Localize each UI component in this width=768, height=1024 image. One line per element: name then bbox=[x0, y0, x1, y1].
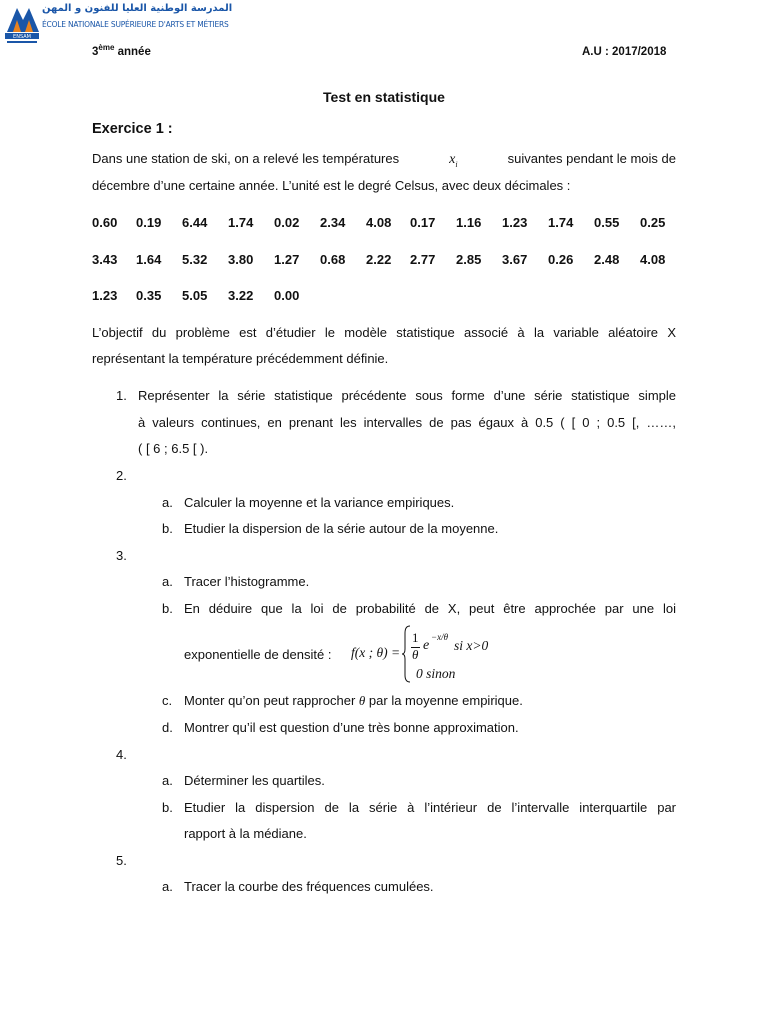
question-1-line-1: Représenter la série statistique précédente sous forme d’une série statistique simple bbox=[138, 388, 676, 403]
data-value: 0.02 bbox=[274, 215, 300, 230]
question-3a: Tracer l’histogramme. bbox=[184, 574, 310, 589]
data-value: 0.19 bbox=[136, 215, 162, 230]
data-value: 6.44 bbox=[182, 215, 208, 230]
question-2a: Calculer la moyenne et la variance empiriques. bbox=[184, 495, 455, 510]
data-value: 2.48 bbox=[594, 252, 620, 267]
question-2b-label: b. bbox=[162, 521, 173, 536]
question-3a-label: a. bbox=[162, 574, 173, 589]
exercise-title: Exercice 1 : bbox=[92, 121, 173, 137]
data-row-1 bbox=[92, 215, 682, 231]
data-value: 1.64 bbox=[136, 252, 162, 267]
academic-year: A.U : 2017/2018 bbox=[582, 46, 667, 58]
question-3b-label: b. bbox=[162, 601, 173, 616]
data-value: 1.74 bbox=[228, 215, 254, 230]
data-value: 0.00 bbox=[274, 288, 300, 303]
data-value: 0.25 bbox=[640, 215, 666, 230]
question-3-number: 3. bbox=[116, 548, 127, 563]
fraction-denominator: θ bbox=[412, 647, 419, 662]
exponent: −x/θ bbox=[431, 632, 448, 642]
data-row-2 bbox=[92, 252, 682, 268]
data-value: 1.74 bbox=[548, 215, 574, 230]
question-4a: Déterminer les quartiles. bbox=[184, 773, 325, 788]
question-2a-label: a. bbox=[162, 495, 173, 510]
data-value: 3.67 bbox=[502, 252, 528, 267]
exp-base: e bbox=[423, 638, 430, 653]
question-3d-label: d. bbox=[162, 720, 173, 735]
intro-line-2: décembre d’une certaine année. L’unité est le degré Celsus, avec deux décimales : bbox=[92, 178, 571, 193]
question-5a: Tracer la courbe des fréquences cumulées. bbox=[184, 879, 434, 894]
data-value: 2.22 bbox=[366, 252, 392, 267]
question-4b-line-1: Etudier la dispersion de la série à l’intérieur de l’intervalle interquartile par bbox=[184, 800, 676, 815]
data-value: 5.05 bbox=[182, 288, 208, 303]
fraction-numerator: 1 bbox=[412, 630, 419, 645]
data-value: 0.35 bbox=[136, 288, 162, 303]
logo-arabic-text: المدرسة الوطنية العليا للفنون و المهن bbox=[42, 3, 233, 14]
class-year: 3ème année bbox=[92, 43, 151, 58]
data-row-3 bbox=[92, 288, 682, 304]
question-1-number: 1. bbox=[116, 388, 127, 403]
question-5a-label: a. bbox=[162, 879, 173, 894]
data-value: 3.80 bbox=[228, 252, 254, 267]
condition-1: si x>0 bbox=[454, 638, 489, 653]
question-3b-line-1: En déduire que la loi de probabilité de X, peut être approchée par une loi bbox=[184, 601, 676, 616]
svg-text:ENSAM: ENSAM bbox=[13, 34, 31, 40]
page-title: Test en statistique bbox=[323, 89, 445, 105]
question-3c: Monter qu’on peut rapprocher θ par la moyenne empirique. bbox=[184, 693, 523, 708]
data-value: 0.60 bbox=[92, 215, 118, 230]
question-1-line-3: ( [ 6 ; 6.5 [ ). bbox=[138, 441, 209, 456]
data-value: 0.55 bbox=[594, 215, 620, 230]
question-3d: Montrer qu’il est question d’une très bonne approximation. bbox=[184, 720, 519, 735]
question-4-number: 4. bbox=[116, 747, 127, 762]
data-value: 2.77 bbox=[410, 252, 436, 267]
data-value: 0.17 bbox=[410, 215, 436, 230]
intro-line-1: Dans une station de ski, on a relevé les températures $x_i$ suivantes pendant le mois de bbox=[92, 151, 676, 169]
data-value: 1.23 bbox=[92, 288, 118, 303]
objective-line-2: représentant la température précédemment définie. bbox=[92, 351, 389, 366]
brace-icon bbox=[402, 625, 412, 683]
question-4b-label: b. bbox=[162, 800, 173, 815]
data-value: 1.23 bbox=[502, 215, 528, 230]
logo-french-text: ÉCOLE NATIONALE SUPÉRIEURE D'ARTS ET MÉTIERS bbox=[42, 20, 229, 29]
question-2b: Etudier la dispersion de la série autour de la moyenne. bbox=[184, 521, 499, 536]
data-value: 0.68 bbox=[320, 252, 346, 267]
case-2: 0 sinon bbox=[416, 666, 456, 681]
question-3b-line-2: exponentielle de densité : bbox=[184, 647, 332, 662]
formula-lhs: f(x ; θ) = bbox=[351, 645, 401, 660]
question-2-number: 2. bbox=[116, 468, 127, 483]
data-value: 1.16 bbox=[456, 215, 482, 230]
question-1-line-2: à valeurs continues, en prenant les intervalles de pas égaux à 0.5 ( [ 0 ; 0.5 [, ……, bbox=[138, 415, 676, 430]
question-3c-label: c. bbox=[162, 693, 173, 708]
question-4a-label: a. bbox=[162, 773, 173, 788]
data-value: 2.34 bbox=[320, 215, 346, 230]
data-value: 4.08 bbox=[640, 252, 666, 267]
data-value: 3.22 bbox=[228, 288, 254, 303]
question-4b-line-2: rapport à la médiane. bbox=[184, 826, 307, 841]
density-formula bbox=[350, 624, 510, 684]
data-value: 2.85 bbox=[456, 252, 482, 267]
data-value: 4.08 bbox=[366, 215, 392, 230]
data-value: 1.27 bbox=[274, 252, 300, 267]
question-5-number: 5. bbox=[116, 853, 127, 868]
data-value: 5.32 bbox=[182, 252, 208, 267]
ensam-emblem-icon bbox=[3, 2, 43, 46]
data-value: 0.26 bbox=[548, 252, 574, 267]
data-value: 3.43 bbox=[92, 252, 118, 267]
objective-line-1: L’objectif du problème est d’étudier le modèle statistique associé à la variable aléatoire X bbox=[92, 325, 676, 340]
